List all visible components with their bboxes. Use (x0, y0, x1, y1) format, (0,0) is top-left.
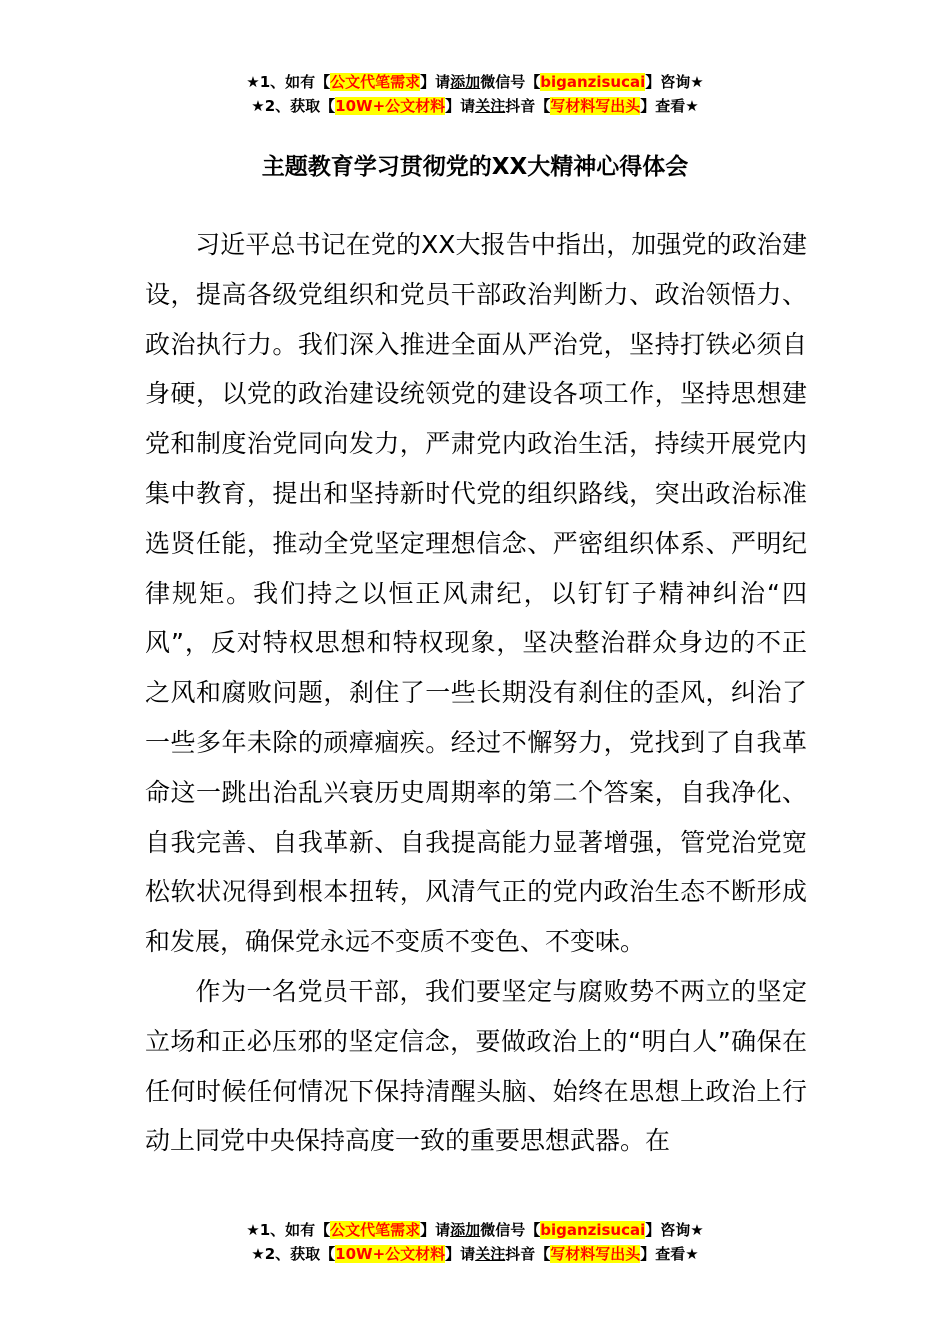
paragraph: 作为一名党员干部，我们要坚定与腐败势不两立的坚定立场和正必压邪的坚定信念，要做政治上的“明白人”确保在任何时候任何情况下保持清醒头脑、始终在思想上政治上行动上同党中央保持高度一致的重要思想武器。在 (145, 976, 807, 1156)
document-body (145, 220, 807, 1166)
star-icon: ★ (690, 1221, 704, 1239)
highlight-text: 10W+公文材料 (335, 1245, 446, 1263)
header-banner (0, 70, 950, 118)
paragraph: 习近平总书记在党的XX大报告中指出，加强党的政治建设，提高各级党组织和党员干部政治判断力、政治领悟力、政治执行力。我们深入推进全面从严治党，坚持打铁必须自身硬，以党的政治建设统领党的建设各项工作，坚持思想建党和制度治党同向发力，严肃党内政治生活，持续开展党内集中教育，提出和坚持新时代党的组织路线，突出政治标准选贤任能，推动全党坚定理想信念、严密组织体系、严明纪律规矩。我们持之以恒正风肃纪，以钉钉子精神纠治“四风”，反对特权思想和特权现象，坚决整治群众身边的不正之风和腐败问题，刹住了一些长期没有刹住的歪风，纠治了一些多年未除的顽瘴痼疾。经过不懈努力，党找到了自我革命这一跳出治乱兴衰历史周期率的第二个答案，自我净化、自我完善、自我革新、自我提高能力显著增强，管党治党宽松软状况得到根本扭转，风清气正的党内政治生态不断形成和发展，确保党永远不变质不变色、不变味。 (145, 230, 807, 957)
banner-line-1: ★1、如有【公文代笔需求】请添加微信号【biganzisucai】咨询★ (246, 1221, 704, 1239)
star-icon: ★ (685, 97, 699, 115)
banner-line-2: ★2、获取【10W+公文材料】请关注抖音【写材料写出头】查看★ (251, 97, 699, 115)
star-icon: ★ (690, 73, 704, 91)
highlight-text: biganzisucai (540, 73, 646, 91)
banner-line-2: ★2、获取【10W+公文材料】请关注抖音【写材料写出头】查看★ (251, 1245, 699, 1263)
highlight-text: 公文代笔需求 (330, 1221, 421, 1239)
document-title: 主题教育学习贯彻党的XX大精神心得体会 (261, 154, 689, 180)
banner-line-1: ★1、如有【公文代笔需求】请添加微信号【biganzisucai】咨询★ (246, 73, 704, 91)
footer-banner (0, 1218, 950, 1266)
star-icon: ★ (251, 1245, 265, 1263)
highlight-text: 写材料写出头 (550, 1245, 641, 1263)
star-icon: ★ (246, 1221, 260, 1239)
highlight-text: 公文代笔需求 (330, 73, 421, 91)
highlight-text: biganzisucai (540, 1221, 646, 1239)
highlight-text: 10W+公文材料 (335, 97, 446, 115)
highlight-text: 写材料写出头 (550, 97, 641, 115)
star-icon: ★ (251, 97, 265, 115)
star-icon: ★ (246, 73, 260, 91)
star-icon: ★ (685, 1245, 699, 1263)
